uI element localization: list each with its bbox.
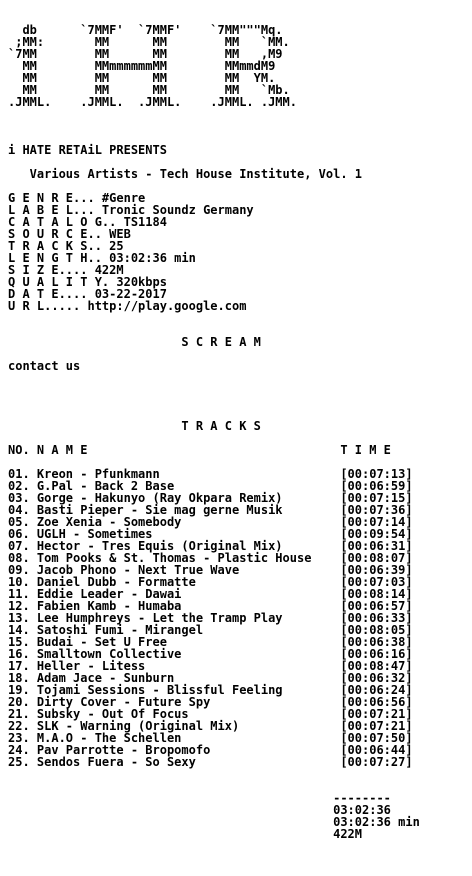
info-size: S I Z E.... 422M	[8, 263, 124, 277]
info-quality: Q U A L I T Y. 320kbps	[8, 275, 167, 289]
logo-line: MM MM MM MM YM.	[8, 71, 276, 85]
track-row: 05. Zoe Xenia - Somebody [00:07:14]	[8, 515, 413, 529]
info-length: L E N G T H.. 03:02:36 min	[8, 251, 196, 265]
track-row: 06. UGLH - Sometimes [00:09:54]	[8, 527, 413, 541]
track-row: 14. Satoshi Fumi - Mirangel [00:08:05]	[8, 623, 413, 637]
presents-line: i HATE RETAiL PRESENTS	[8, 143, 167, 157]
blank-line	[8, 372, 420, 384]
track-row: 07. Hector - Tres Equis (Original Mix) [00:06:31]	[8, 539, 413, 553]
tracks-column-header: NO. N A M E T I M E	[8, 443, 391, 457]
track-row: 09. Jacob Phono - Next True Wave [00:06:39]	[8, 563, 413, 577]
total-length: 03:02:36 min	[8, 815, 420, 829]
blank-line	[8, 120, 420, 132]
logo-line: ;MM: MM MM MM `MM.	[8, 35, 290, 49]
track-row: 12. Fabien Kamb - Humaba [00:06:57]	[8, 599, 413, 613]
blank-line	[8, 396, 420, 408]
total-time: 03:02:36	[8, 803, 391, 817]
logo-line: MM MM MM MM `Mb.	[8, 83, 290, 97]
track-row: 24. Pav Parrotte - Bropomofo [00:06:44]	[8, 743, 413, 757]
track-row: 16. Smalltown Collective [00:06:16]	[8, 647, 413, 661]
track-row: 15. Budai - Set U Free [00:06:38]	[8, 635, 413, 649]
blank-line	[8, 384, 420, 396]
logo-line: `7MM MM MM MM ,M9	[8, 47, 283, 61]
track-row: 01. Kreon - Pfunkmann [00:07:13]	[8, 467, 413, 481]
logo-line: MM MMmmmmmmMM MMmmdM9	[8, 59, 276, 73]
track-row: 13. Lee Humphreys - Let the Tramp Play [00:06:33]	[8, 611, 413, 625]
track-row: 23. M.A.O - The Schellen [00:07:50]	[8, 731, 413, 745]
nfo-document	[8, 24, 420, 840]
track-row: 10. Daniel Dubb - Formatte [00:07:03]	[8, 575, 413, 589]
track-row: 19. Tojami Sessions - Blissful Feeling [00:06:24]	[8, 683, 413, 697]
blank-line	[8, 312, 420, 324]
track-row: 02. G.Pal - Back 2 Base [00:06:59]	[8, 479, 413, 493]
track-row: 04. Basti Pieper - Sie mag gerne Musik [00:07:36]	[8, 503, 413, 517]
track-row: 17. Heller - Litess [00:08:47]	[8, 659, 413, 673]
track-row: 21. Subsky - Out Of Focus [00:07:21]	[8, 707, 413, 721]
track-row: 22. SLK - Warning (Original Mix) [00:07:21]	[8, 719, 413, 733]
info-date: D A T E.... 03-22-2017	[8, 287, 167, 301]
total-rule: --------	[8, 791, 391, 805]
logo-line: .JMML. .JMML. .JMML. .JMML. .JMM.	[8, 95, 297, 109]
info-url: U R L..... http://play.google.com	[8, 299, 247, 313]
tracks-heading: T R A C K S	[8, 419, 261, 433]
total-size: 422M	[8, 827, 363, 841]
track-row: 25. Sendos Fuera - So Sexy [00:07:27]	[8, 755, 413, 769]
track-row: 08. Tom Pooks & St. Thomas - Plastic House [00:08:07]	[8, 551, 413, 565]
info-genre: G E N R E... #Genre	[8, 191, 146, 205]
track-row: 18. Adam Jace - Sunburn [00:06:32]	[8, 671, 413, 685]
scream-heading: S C R E A M	[8, 335, 261, 349]
info-source: S O U R C E.. WEB	[8, 227, 131, 241]
logo-line: db `7MMF' `7MMF' `7MM"""Mq.	[8, 23, 283, 37]
blank-line	[8, 108, 420, 120]
info-catalog: C A T A L O G.. TS1184	[8, 215, 167, 229]
track-row: 11. Eddie Leader - Dawai [00:08:14]	[8, 587, 413, 601]
contact-line: contact us	[8, 359, 81, 373]
info-tracks: T R A C K S.. 25	[8, 239, 124, 253]
release-title: Various Artists - Tech House Institute, Vol. 1	[8, 167, 363, 181]
info-label: L A B E L... Tronic Soundz Germany	[8, 203, 254, 217]
blank-line	[8, 768, 420, 780]
track-row: 03. Gorge - Hakunyo (Ray Okpara Remix) [00:07:15]	[8, 491, 413, 505]
track-row: 20. Dirty Cover - Future Spy [00:06:56]	[8, 695, 413, 709]
